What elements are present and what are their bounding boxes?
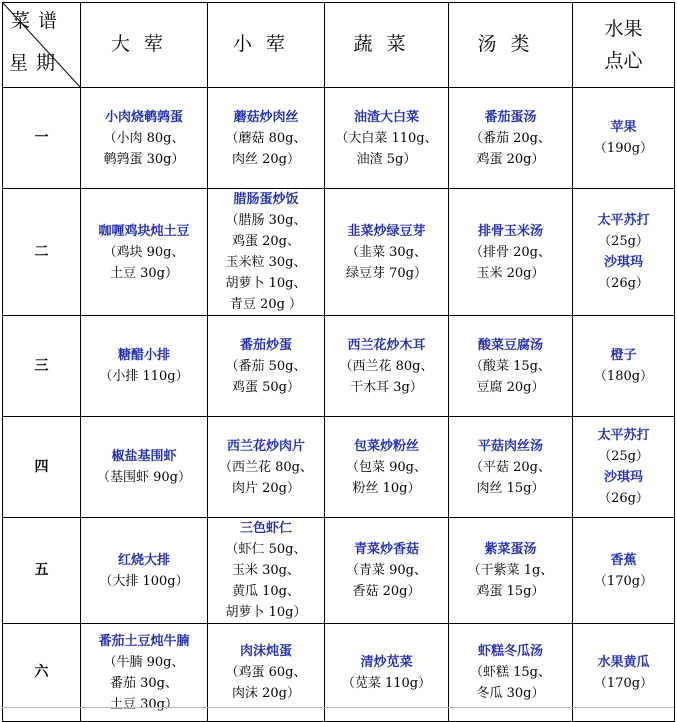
dish-cell bbox=[81, 518, 208, 624]
dish-cell bbox=[208, 88, 325, 189]
ingredient-line: （番茄 50g、 bbox=[225, 358, 307, 374]
weekly-menu-table bbox=[2, 2, 675, 722]
dish-name: 虾糕冬瓜汤 bbox=[477, 644, 543, 659]
fruit-snack-cell bbox=[573, 417, 675, 518]
dish-cell bbox=[81, 189, 208, 316]
weekday-label: 四 bbox=[34, 458, 49, 475]
fruit-snack-cell bbox=[573, 316, 675, 417]
dish-name: 咖喱鸡块炖土豆 bbox=[98, 223, 190, 239]
ingredient-line: （苋菜 110g） bbox=[341, 675, 432, 691]
dish-name: 腊肠蛋炒饭 bbox=[233, 192, 299, 207]
menu-row bbox=[3, 88, 675, 189]
ingredient-line: 土豆 30g） bbox=[110, 265, 178, 281]
fruit-snack-amount: （170g） bbox=[593, 675, 654, 691]
ingredient-line: （虾仁 50g、 bbox=[225, 542, 307, 557]
fruit-snack-amount: （170g） bbox=[593, 573, 654, 589]
header-minor-meat: 小荤 bbox=[208, 3, 325, 88]
weekday-cell bbox=[3, 316, 81, 417]
dish-name: 青菜炒香菇 bbox=[353, 542, 419, 557]
dish-name: 西兰花炒肉片 bbox=[226, 438, 305, 454]
dish-cell bbox=[208, 417, 325, 518]
dish-name: 番茄蛋汤 bbox=[484, 109, 537, 125]
dish-cell bbox=[325, 518, 449, 624]
weekday-cell bbox=[3, 518, 81, 624]
menu-row bbox=[3, 518, 675, 624]
dish-name: 包菜炒粉丝 bbox=[353, 438, 419, 454]
ingredient-line: 黄瓜 10g、 bbox=[232, 584, 300, 599]
dish-name: 椒盐基围虾 bbox=[111, 449, 177, 464]
ingredient-line: 番茄 30g、 bbox=[110, 675, 178, 691]
ingredient-line: 油渣 5g） bbox=[356, 151, 417, 167]
dish-cell bbox=[208, 189, 325, 316]
dish-name: 番茄土豆炖牛腩 bbox=[98, 633, 190, 649]
ingredient-line: 粉丝 10g） bbox=[352, 480, 421, 496]
dish-cell bbox=[208, 518, 325, 624]
dish-name: 蘑菇炒肉丝 bbox=[233, 109, 299, 125]
menu-row bbox=[3, 417, 675, 518]
ingredient-line: （平菇 20g、 bbox=[470, 459, 551, 475]
ingredient-line: 土豆 30g） bbox=[110, 696, 178, 712]
header-soup: 汤类 bbox=[449, 3, 573, 88]
fruit-snack-name: 沙琪玛 bbox=[603, 470, 643, 485]
dish-cell bbox=[449, 417, 573, 518]
corner-cell bbox=[3, 3, 81, 88]
ingredient-line: （韭菜 30g、 bbox=[346, 244, 427, 260]
fruit-snack-cell bbox=[573, 518, 675, 624]
ingredient-line: 鸡蛋 15g） bbox=[476, 584, 545, 599]
fruit-snack-name: 太平苏打 bbox=[597, 213, 650, 228]
dish-cell bbox=[325, 417, 449, 518]
ingredient-line: 肉片 20g） bbox=[232, 480, 300, 496]
dish-name: 油渣大白菜 bbox=[353, 109, 419, 125]
ingredient-line: （番茄 20g、 bbox=[470, 130, 551, 146]
fruit-snack-amount: （25g） bbox=[598, 234, 649, 249]
weekday-cell bbox=[3, 88, 81, 189]
fruit-snack-amount: （180g） bbox=[593, 369, 654, 384]
ingredient-line: 香菇 20g） bbox=[352, 584, 421, 599]
ingredient-line: （大白菜 110g、 bbox=[335, 130, 438, 146]
ingredient-line: （酸菜 15g、 bbox=[470, 358, 551, 374]
dish-cell bbox=[81, 88, 208, 189]
ingredient-line: （鸡块 90g、 bbox=[103, 244, 185, 260]
menu-row bbox=[3, 189, 675, 316]
dish-name: 排骨玉米汤 bbox=[477, 223, 543, 239]
dish-cell bbox=[449, 189, 573, 316]
fruit-snack-name: 苹果 bbox=[610, 120, 637, 135]
ingredient-line: （虾糕 15g、 bbox=[470, 665, 551, 680]
ingredient-line: （小肉 80g、 bbox=[103, 130, 185, 146]
header-row bbox=[3, 3, 675, 88]
dish-cell bbox=[449, 316, 573, 417]
ingredient-line: （基围虾 90g） bbox=[97, 470, 191, 485]
ingredient-line: （小排 110g） bbox=[99, 369, 189, 384]
ingredient-line: （大排 100g） bbox=[99, 573, 189, 589]
dish-cell bbox=[325, 316, 449, 417]
ingredient-line: 鹌鹑蛋 30g） bbox=[103, 151, 185, 167]
ingredient-line: 鸡蛋 20g、 bbox=[232, 234, 300, 249]
dish-name: 小肉烧鹌鹑蛋 bbox=[104, 109, 183, 125]
dish-name: 清炒苋菜 bbox=[360, 654, 413, 670]
fruit-snack-name: 沙琪玛 bbox=[603, 255, 643, 270]
weekday-cell bbox=[3, 417, 81, 518]
weekday-label: 五 bbox=[34, 562, 49, 578]
dish-cell bbox=[208, 316, 325, 417]
ingredient-line: 肉丝 20g） bbox=[232, 151, 300, 167]
header-vegetables: 蔬菜 bbox=[325, 3, 449, 88]
ingredient-line: 干木耳 3g） bbox=[350, 379, 423, 395]
dish-cell bbox=[325, 88, 449, 189]
ingredient-line: （排骨 20g、 bbox=[470, 244, 551, 260]
weekday-label: 六 bbox=[34, 664, 49, 680]
weekday-label: 二 bbox=[34, 243, 49, 260]
dish-name: 糖醋小排 bbox=[117, 348, 170, 363]
ingredient-line: 豆腐 20g） bbox=[476, 379, 545, 395]
fruit-snack-amount: （26g） bbox=[598, 276, 649, 291]
dish-name: 红烧大排 bbox=[117, 552, 170, 568]
ingredient-line: （牛腩 90g、 bbox=[103, 654, 185, 670]
dish-name: 番茄炒蛋 bbox=[239, 337, 292, 353]
ingredient-line: 肉沫 20g） bbox=[232, 686, 300, 701]
dish-name: 酸菜豆腐汤 bbox=[477, 337, 543, 353]
ingredient-line: （鸡蛋 60g、 bbox=[225, 665, 307, 680]
dish-name: 三色虾仁 bbox=[239, 521, 292, 536]
ingredient-line: 肉丝 15g） bbox=[476, 480, 545, 496]
ingredient-line: （西兰花 80g、 bbox=[339, 358, 434, 374]
dish-cell bbox=[449, 518, 573, 624]
ingredient-line: 玉米 20g） bbox=[476, 265, 545, 281]
ingredient-line: 鸡蛋 20g） bbox=[476, 151, 545, 167]
dish-name: 肉沫炖蛋 bbox=[239, 644, 292, 659]
fruit-snack-cell bbox=[573, 189, 675, 316]
header-main-meat: 大荤 bbox=[81, 3, 208, 88]
dish-cell bbox=[449, 88, 573, 189]
fruit-snack-name: 太平苏打 bbox=[597, 428, 650, 443]
ingredient-line: 冬瓜 30g） bbox=[476, 686, 545, 701]
ingredient-line: （包菜 90g、 bbox=[346, 459, 427, 475]
ingredient-line: （青菜 90g、 bbox=[346, 563, 427, 578]
ingredient-line: 胡萝卜 10g） bbox=[225, 605, 307, 620]
menu-row bbox=[3, 316, 675, 417]
ingredient-line: 鸡蛋 50g） bbox=[232, 379, 300, 395]
ingredient-line: 青豆 20g ） bbox=[229, 297, 303, 312]
dish-cell bbox=[81, 417, 208, 518]
ingredient-line: 绿豆芽 70g） bbox=[346, 265, 427, 281]
ingredient-line: （西兰花 80g、 bbox=[219, 459, 313, 475]
dish-cell bbox=[81, 316, 208, 417]
dish-name: 紫菜蛋汤 bbox=[484, 542, 537, 557]
header-fruit-snack: 水果 点心 bbox=[573, 3, 675, 88]
dish-name: 韭菜炒绿豆芽 bbox=[347, 223, 426, 239]
dish-name: 平菇肉丝汤 bbox=[477, 438, 543, 454]
fruit-snack-amount: （26g） bbox=[598, 491, 649, 506]
corner-label-weekday: 星期 bbox=[9, 52, 64, 74]
fruit-snack-name: 水果黄瓜 bbox=[597, 654, 650, 670]
ingredient-line: 玉米 30g、 bbox=[232, 563, 300, 578]
fruit-snack-name: 橙子 bbox=[610, 348, 637, 363]
ingredient-line: （腊肠 30g、 bbox=[225, 213, 307, 228]
dish-name: 西兰花炒木耳 bbox=[347, 337, 426, 353]
weekday-cell bbox=[3, 189, 81, 316]
ingredient-line: 胡萝卜 10g、 bbox=[225, 276, 307, 291]
ingredient-line: 玉米粒 30g、 bbox=[225, 255, 307, 270]
dish-cell bbox=[325, 189, 449, 316]
fruit-snack-cell bbox=[573, 88, 675, 189]
weekday-label: 一 bbox=[34, 129, 49, 146]
ingredient-line: （干紫菜 1g、 bbox=[467, 563, 554, 578]
fruit-snack-name: 香蕉 bbox=[610, 552, 637, 568]
bottom-rule bbox=[2, 707, 674, 708]
fruit-snack-amount: （25g） bbox=[598, 449, 649, 464]
weekday-label: 三 bbox=[34, 357, 49, 374]
corner-label-dishes: 菜谱 bbox=[11, 10, 66, 32]
fruit-snack-amount: （190g） bbox=[593, 141, 654, 156]
ingredient-line: （蘑菇 80g、 bbox=[225, 130, 307, 146]
